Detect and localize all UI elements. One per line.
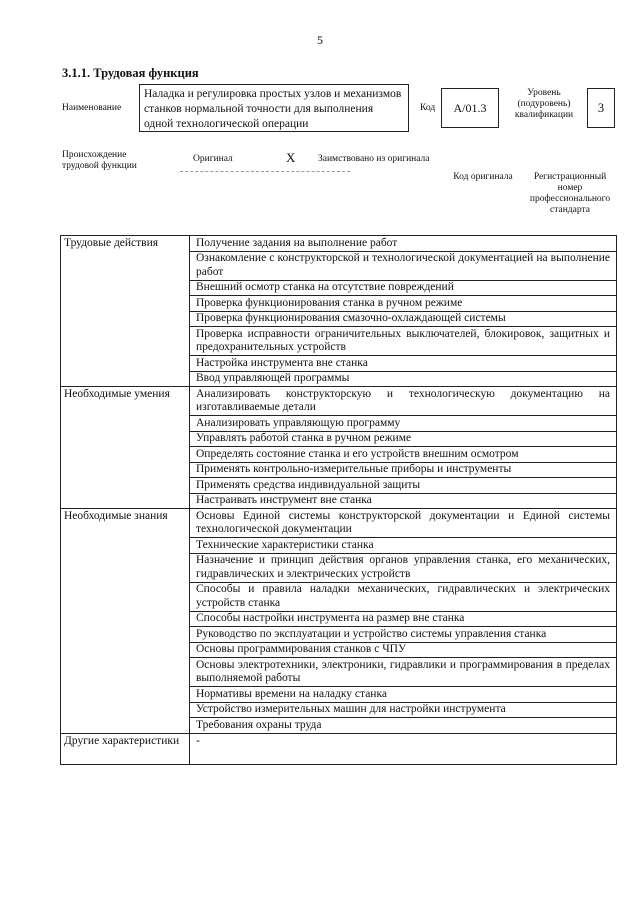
origin-divider: [180, 171, 350, 172]
list-item: Способы и правила наладки механических, гидравлических и электрических устройств станка: [190, 583, 616, 612]
list-item: Настраивать инструмент вне станка: [196, 494, 372, 506]
code-original-label: Код оригинала: [453, 172, 513, 182]
list-item: -: [196, 734, 200, 747]
reg-number-label: Регистрационный номер профессионального стандарта: [529, 172, 611, 215]
code-label: Код: [420, 103, 436, 113]
list-item: Требования охраны труда: [196, 718, 322, 731]
list-item: Устройство измерительных машин для настройки инструмента: [190, 703, 616, 719]
list-item: Проверка функционирования станка в ручном режиме: [190, 296, 616, 312]
code-box: A/01.3: [441, 88, 499, 128]
list-item: Получение задания на выполнение работ: [190, 236, 616, 252]
section-title: 3.1.1. Трудовая функция: [62, 66, 199, 80]
row-label: Другие характеристики: [61, 733, 190, 764]
level-box: 3: [587, 88, 615, 128]
list-item: Основы программирования станков с ЧПУ: [190, 643, 616, 659]
list-item: Основы Единой системы конструкторской документации и Единой системы технологической документации: [190, 509, 616, 538]
list-item: Ознакомление с конструкторской и технологической документацией на выполнение работ: [190, 252, 616, 281]
origin-original: Оригинал: [193, 154, 233, 164]
list-item: Нормативы времени на наладку станка: [190, 687, 616, 703]
page-number: 5: [317, 33, 323, 47]
list-item: Ввод управляющей программы: [196, 372, 350, 384]
level-label: Уровень (подуровень) квалификации: [514, 88, 574, 120]
list-item: Внешний осмотр станка на отсутствие повреждений: [190, 281, 616, 297]
list-item: Настройка инструмента вне станка: [190, 356, 616, 372]
list-item: Проверка функционирования смазочно-охлаждающей системы: [190, 312, 616, 328]
table-row: [61, 236, 617, 387]
table-row: [61, 733, 617, 764]
origin-mark: X: [286, 150, 296, 165]
function-name-box: Наладка и регулировка простых узлов и механизмов станков нормальной точности для выполнения одной технологической операции: [139, 84, 409, 132]
list-item: Основы электротехники, электроники, гидравлики и программирования в пределах выполняемой работы: [190, 658, 616, 687]
table-row: [61, 387, 617, 509]
row-label: Необходимые умения: [61, 387, 190, 509]
list-item: Способы настройки инструмента на размер вне станка: [190, 612, 616, 628]
origin-borrowed: Заимствовано из оригинала: [318, 154, 430, 164]
list-item: Применять средства индивидуальной защиты: [190, 478, 616, 494]
row-label: Трудовые действия: [61, 236, 190, 387]
list-item: Проверка исправности ограничительных выключателей, блокировок, защитных и предохранительных устройств: [190, 327, 616, 356]
list-item: Управлять работой станка в ручном режиме: [190, 432, 616, 448]
function-table: [60, 235, 617, 765]
list-item: Назначение и принцип действия органов управления станка, его механических, гидравлических и электрических устройств: [190, 554, 616, 583]
list-item: Руководство по эксплуатации и устройство системы управления станка: [190, 627, 616, 643]
list-item: Определять состояние станка и его устройств внешним осмотром: [190, 447, 616, 463]
list-item: Анализировать конструкторскую и технологическую документацию на изготавливаемые детали: [190, 387, 616, 416]
list-item: Анализировать управляющую программу: [190, 416, 616, 432]
list-item: Применять контрольно-измерительные приборы и инструменты: [190, 463, 616, 479]
row-label: Необходимые знания: [61, 509, 190, 734]
table-row: [61, 509, 617, 734]
name-label: Наименование: [62, 103, 122, 113]
origin-label: Происхождение трудовой функции: [62, 150, 137, 171]
list-item: Технические характеристики станка: [190, 538, 616, 554]
